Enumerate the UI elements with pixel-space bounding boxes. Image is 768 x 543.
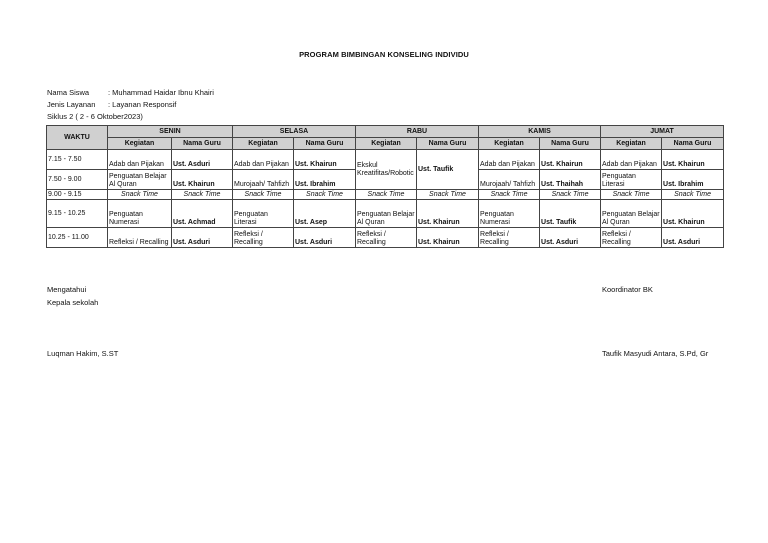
teacher-cell: Ust. Khairun — [417, 200, 479, 228]
activity-cell: Adab dan Pijakan — [233, 150, 294, 170]
teacher-cell: Ust. Ibrahim — [294, 170, 356, 190]
waktu-header: WAKTU — [47, 126, 108, 150]
activity-cell: Refleksi / Recalling — [601, 228, 662, 248]
activity-cell: Adab dan Pijakan — [601, 150, 662, 170]
cycle-label: Siklus 2 ( 2 - 6 Oktober2023) — [47, 112, 143, 121]
student-name-label: Nama Siswa — [47, 88, 90, 97]
snack-cell: Snack Time — [294, 190, 356, 200]
teacher-cell: Ust. Thaihah — [540, 170, 601, 190]
teacher-cell: Ust. Asduri — [172, 228, 233, 248]
activity-cell: Refleksi / Recalling — [356, 228, 417, 248]
activity-cell: Murojaah/ Tahfizh — [233, 170, 294, 190]
snack-cell: Snack Time — [172, 190, 233, 200]
teacher-cell: Ust. Khairun — [540, 150, 601, 170]
teacher-cell: Ust. Khairun — [294, 150, 356, 170]
teacher-cell: Ust. Taufik — [417, 150, 479, 190]
kegiatan-header: Kegiatan — [233, 138, 294, 150]
time-cell: 9.15 - 10.25 — [47, 200, 108, 228]
teacher-cell: Ust. Asduri — [662, 228, 724, 248]
principal-title: Kepala sekolah — [47, 298, 99, 307]
activity-cell: Penguatan Numerasi — [479, 200, 540, 228]
snack-cell: Snack Time — [108, 190, 172, 200]
day-header: KAMIS — [479, 126, 601, 138]
activity-cell: Refleksi / Recalling — [108, 228, 172, 248]
teacher-cell: Ust. Asduri — [294, 228, 356, 248]
time-cell: 7.15 - 7.50 — [47, 150, 108, 170]
kegiatan-header: Kegiatan — [108, 138, 172, 150]
teacher-cell: Ust. Achmad — [172, 200, 233, 228]
table-row — [47, 150, 724, 170]
snack-row — [47, 190, 724, 200]
teacher-cell: Ust. Khairun — [172, 170, 233, 190]
coordinator-name: Taufik Masyudi Antara, S.Pd, Gr — [602, 349, 709, 358]
schedule-table — [46, 125, 724, 248]
activity-cell: Penguatan Numerasi — [108, 200, 172, 228]
activity-cell: Refleksi / Recalling — [233, 228, 294, 248]
snack-cell: Snack Time — [417, 190, 479, 200]
service-type-row — [47, 100, 176, 110]
teacher-cell: Ust. Khairun — [662, 200, 724, 228]
day-header: RABU — [356, 126, 479, 138]
time-cell: 10.25 - 11.00 — [47, 228, 108, 248]
snack-cell: Snack Time — [601, 190, 662, 200]
acknowledged-label: Mengatahui — [47, 285, 87, 294]
teacher-cell: Ust. Ibrahim — [662, 170, 724, 190]
snack-cell: Snack Time — [233, 190, 294, 200]
time-cell: 9.00 - 9.15 — [47, 190, 108, 200]
time-cell: 7.50 - 9.00 — [47, 170, 108, 190]
activity-cell: Refleksi / Recalling — [479, 228, 540, 248]
coordinator-title: Koordinator BK — [602, 285, 653, 294]
teacher-cell: Ust. Asep — [294, 200, 356, 228]
sub-header-row — [47, 138, 724, 150]
activity-cell: Penguatan Literasi — [233, 200, 294, 228]
activity-cell: Ekskul Kreatifitas/Robotic — [356, 150, 417, 190]
activity-cell: Murojaah/ Tahfizh — [479, 170, 540, 190]
activity-cell: Penguatan Literasi — [601, 170, 662, 190]
snack-cell: Snack Time — [540, 190, 601, 200]
guru-header: Nama Guru — [540, 138, 601, 150]
guru-header: Nama Guru — [294, 138, 356, 150]
day-header-row — [47, 126, 724, 138]
service-type-value: : Layanan Responsif — [108, 100, 177, 109]
activity-cell: Penguatan Belajar Al Quran — [356, 200, 417, 228]
teacher-cell: Ust. Asduri — [540, 228, 601, 248]
table-row — [47, 200, 724, 228]
guru-header: Nama Guru — [417, 138, 479, 150]
activity-cell: Penguatan Belajar Al Quran — [108, 170, 172, 190]
guru-header: Nama Guru — [172, 138, 233, 150]
kegiatan-header: Kegiatan — [601, 138, 662, 150]
kegiatan-header: Kegiatan — [479, 138, 540, 150]
document-title: PROGRAM BIMBINGAN KONSELING INDIVIDU — [299, 50, 469, 59]
student-name-row — [47, 88, 214, 98]
snack-cell: Snack Time — [662, 190, 724, 200]
teacher-cell: Ust. Khairun — [662, 150, 724, 170]
snack-cell: Snack Time — [479, 190, 540, 200]
kegiatan-header: Kegiatan — [356, 138, 417, 150]
teacher-cell: Ust. Khairun — [417, 228, 479, 248]
guru-header: Nama Guru — [662, 138, 724, 150]
day-header: JUMAT — [601, 126, 724, 138]
teacher-cell: Ust. Asduri — [172, 150, 233, 170]
snack-cell: Snack Time — [356, 190, 417, 200]
service-type-label: Jenis Layanan — [47, 100, 96, 109]
teacher-cell: Ust. Taufik — [540, 200, 601, 228]
table-row — [47, 228, 724, 248]
activity-cell: Adab dan Pijakan — [108, 150, 172, 170]
day-header: SENIN — [108, 126, 233, 138]
activity-cell: Penguatan Belajar Al Quran — [601, 200, 662, 228]
principal-name: Luqman Hakim, S.ST — [47, 349, 119, 358]
student-name-value: : Muhammad Haidar Ibnu Khairi — [108, 88, 214, 97]
activity-cell: Adab dan Pijakan — [479, 150, 540, 170]
day-header: SELASA — [233, 126, 356, 138]
